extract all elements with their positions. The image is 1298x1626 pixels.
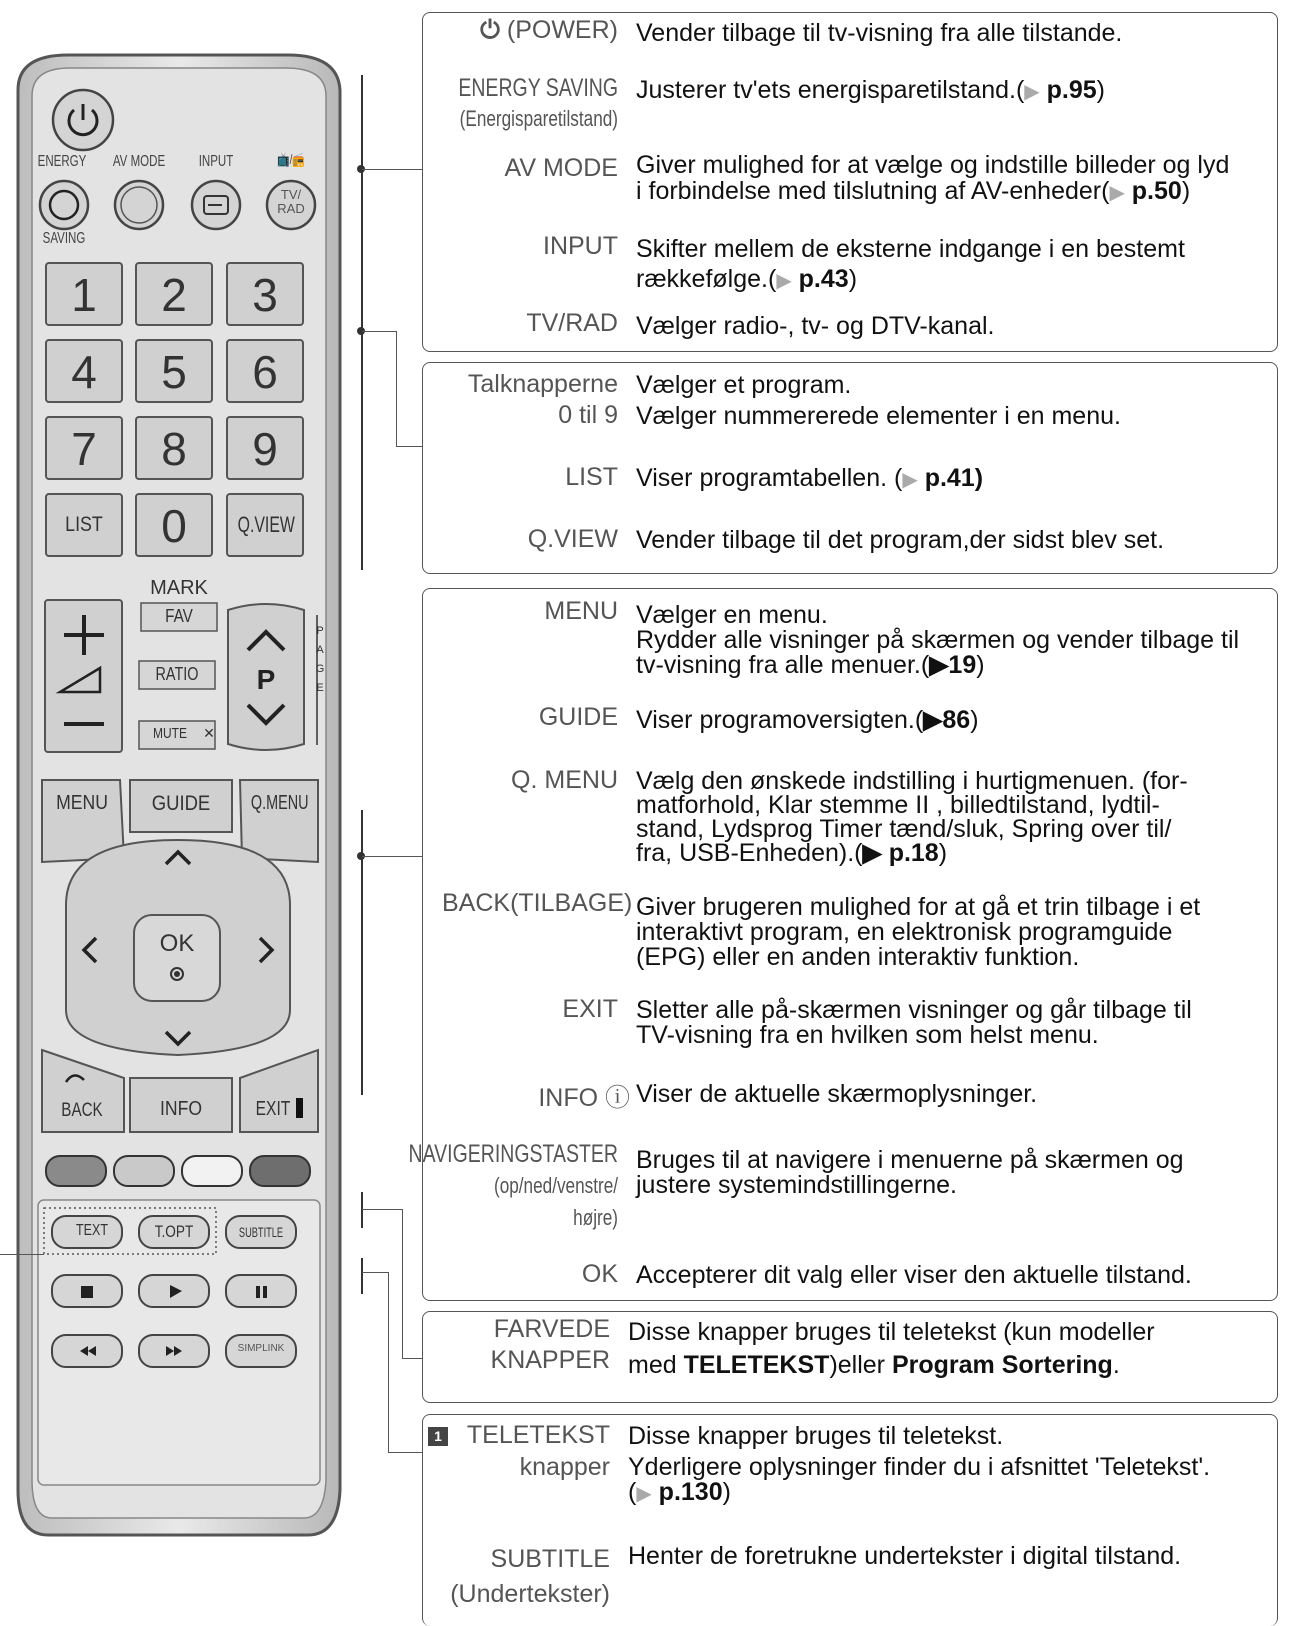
term-ok: OK [581, 1260, 618, 1288]
guide-button[interactable]: GUIDE [151, 792, 211, 815]
mark-label: MARK [150, 577, 208, 599]
desc-tv-rad: Vælger radio-, tv- og DTV-kanal. [636, 312, 995, 340]
desc-0-til-9: Vælger nummererede elementer i en menu. [636, 402, 1121, 430]
digit-1-button[interactable]: 1 [71, 269, 97, 321]
bracket-1 [361, 75, 363, 275]
desc-qmenu-line1: Vælg den ønskede indstilling i hurtigmenuen. (for- [636, 767, 1188, 795]
digit-2-button[interactable]: 2 [161, 269, 187, 321]
energy-saving-button[interactable] [47, 181, 82, 229]
program-rocker[interactable] [239, 605, 294, 751]
desc-list: Viser programtabellen. (▶ p.41) [636, 464, 984, 492]
fast-forward-button[interactable] [149, 1335, 199, 1367]
desc-menu-line1: Vælger en menu. [636, 601, 828, 629]
desc-exit-line1: Sletter alle på-skærmen visninger og går tilbage til [636, 996, 1192, 1024]
saving-label: SAVING [42, 230, 86, 247]
term-exit: EXIT [562, 995, 618, 1023]
play-button[interactable] [149, 1275, 199, 1307]
desc-nav-keys-line2: justere systemindstillingerne. [636, 1171, 957, 1199]
term-teletekst-knapper: knapper [519, 1453, 610, 1481]
desc-exit-line2: TV-visning fra en hvilken som helst menu. [636, 1021, 1099, 1049]
desc-farvede-line2: med TELETEKST)eller Program Sortering. [628, 1351, 1120, 1379]
term-list: LIST [565, 463, 618, 491]
exit-button[interactable]: EXIT [255, 1098, 291, 1120]
subtitle-button[interactable]: SUBTITLE [238, 1224, 284, 1240]
av-mode-button[interactable] [122, 181, 157, 229]
term-menu: MENU [544, 597, 618, 625]
ok-button[interactable]: OK [159, 930, 195, 957]
page-label: PAGE [315, 625, 325, 694]
term-back: BACK(TILBAGE) [442, 889, 633, 917]
desc-energy-saving: Justerer tv'ets energisparetilstand.(▶ p.95) [636, 76, 1105, 104]
term-input: INPUT [543, 232, 618, 260]
term-teletekst: TELETEKST [466, 1421, 610, 1449]
desc-teletekst-line1: Disse knapper bruges til teletekst. [628, 1422, 1004, 1450]
digit-3-button[interactable]: 3 [252, 269, 278, 321]
desc-av-mode-line2: i forbindelse med tilslutning af AV-enheder(▶ p.50) [636, 177, 1191, 205]
desc-menu-line3: tv-visning fra alle menuer.(▶19) [636, 651, 985, 679]
desc-ok: Accepterer dit valg eller viser den aktuelle tilstand. [636, 1261, 1192, 1289]
digit-9-button[interactable]: 9 [252, 423, 278, 475]
term-qmenu: Q. MENU [511, 766, 618, 794]
desc-guide: Viser programoversigten.(▶86) [636, 706, 979, 734]
blue-button[interactable] [258, 1156, 301, 1186]
term-talknapperne: Talknapperne [467, 370, 618, 398]
number-badge: 1 [428, 1427, 448, 1446]
stop-button[interactable] [62, 1275, 112, 1307]
connector-2a [362, 331, 396, 332]
power-icon: ⏻ [480, 16, 500, 44]
term-nav-keys-sub2: højre) [573, 1205, 618, 1230]
connector-5b [388, 1272, 389, 1452]
red-button[interactable] [54, 1156, 97, 1186]
term-power: ⏻ (POWER) [480, 16, 618, 44]
connector-4a [362, 1209, 402, 1210]
connector-1 [362, 169, 422, 170]
program-p-label: P [256, 664, 276, 695]
text-button[interactable]: TEXT [76, 1222, 108, 1239]
desc-subtitle: Henter de foretrukne undertekster i digital tilstand. [628, 1542, 1182, 1570]
qview-button[interactable]: Q.VIEW [237, 512, 295, 537]
qmenu-button[interactable]: Q.MENU [250, 792, 309, 814]
simplink-button[interactable]: SIMPLINK [237, 1343, 285, 1354]
desc-nav-keys-line1: Bruges til at navigere i menuerne på skærmen og [636, 1146, 1184, 1174]
topt-button[interactable]: T.OPT [154, 1222, 194, 1241]
desc-teletekst-line2: Yderligere oplysninger finder du i afsnittet 'Teletekst'. [628, 1453, 1211, 1481]
remote-control [8, 50, 348, 1540]
bracket-5 [361, 1258, 363, 1294]
connector-4b [402, 1209, 403, 1358]
term-qview: Q.VIEW [527, 525, 618, 553]
tv-rad-button[interactable]: TV/ RAD [277, 187, 305, 216]
digit-8-button[interactable]: 8 [161, 423, 187, 475]
desc-input-line1: Skifter mellem de eksterne indgange i en bestemt [636, 235, 1185, 263]
term-av-mode: AV MODE [504, 154, 618, 182]
desc-qmenu-line2: matforhold, Klar stemme II , billedtilstand, lydtil- [636, 791, 1160, 819]
term-tv-rad: TV/RAD [526, 309, 618, 337]
desc-av-mode-line1: Giver mulighed for at vælge og indstille billeder og lyd [636, 151, 1230, 179]
ratio-button[interactable]: RATIO [155, 664, 199, 684]
term-energy-saving: ENERGY SAVING [458, 74, 618, 102]
desc-info: Viser de aktuelle skærmoplysninger. [636, 1080, 1038, 1108]
mute-button[interactable]: MUTE [153, 725, 187, 742]
desc-talknapperne: Vælger et program. [636, 371, 852, 399]
info-icon: ⓘ [604, 1084, 630, 1112]
connector-5a [362, 1272, 388, 1273]
energy-label: ENERGY [37, 153, 87, 170]
input-label: INPUT [198, 153, 234, 170]
digit-0-button[interactable]: 0 [161, 500, 187, 552]
term-knapper: KNAPPER [490, 1346, 610, 1374]
connector-5c [388, 1452, 422, 1453]
desc-farvede-line1: Disse knapper bruges til teletekst (kun modeller [628, 1318, 1155, 1346]
desc-back-line3: (EPG) eller en anden interaktiv funktion. [636, 943, 1080, 971]
term-subtitle: SUBTITLE [490, 1545, 610, 1573]
info-button[interactable]: INFO [159, 1098, 203, 1120]
desc-power: Vender tilbage til tv-visning fra alle tilstande. [636, 19, 1123, 47]
connector-2b [396, 331, 397, 446]
pause-button[interactable] [236, 1275, 286, 1307]
term-nav-keys-sub1: (op/ned/venstre/ [493, 1173, 618, 1198]
desc-qmenu-line3: stand, Lydsprog Timer tænd/sluk, Spring over til/ [636, 815, 1172, 843]
term-info: INFO ⓘ [538, 1084, 630, 1112]
digit-7-button[interactable]: 7 [71, 423, 97, 475]
mute-icon: ✕ [203, 725, 215, 741]
volume-rocker[interactable] [56, 600, 111, 752]
desc-input-line2: rækkefølge.(▶ p.43) [636, 265, 858, 293]
desc-qmenu-line4: fra, USB-Enheden).(▶ p.18) [636, 839, 948, 867]
menu-button[interactable]: MENU [56, 792, 108, 814]
list-button[interactable]: LIST [65, 513, 103, 536]
term-0-til-9: 0 til 9 [558, 401, 618, 429]
teletext-pointer [0, 1254, 44, 1255]
digit-4-button[interactable]: 4 [71, 346, 97, 398]
term-guide: GUIDE [538, 703, 618, 731]
desc-back-line2: interaktivt program, en elektronisk programguide [636, 918, 1173, 946]
tv-rad-top-label: 📺/📻 [277, 151, 305, 167]
bracket-2 [361, 272, 363, 570]
desc-menu-line2: Rydder alle visninger på skærmen og vender tilbage til [636, 626, 1240, 654]
yellow-button[interactable] [190, 1156, 233, 1186]
connector-2c [396, 446, 422, 447]
desc-back-line1: Giver brugeren mulighed for at gå et trin tilbage i et [636, 893, 1201, 921]
av-mode-label: AV MODE [112, 153, 166, 170]
input-button[interactable] [199, 181, 234, 229]
connector-4c [402, 1358, 422, 1359]
bracket-4 [361, 1192, 363, 1228]
term-subtitle-sub: (Undertekster) [450, 1580, 610, 1608]
rewind-button[interactable] [62, 1335, 112, 1367]
term-farvede: FARVEDE [493, 1315, 610, 1343]
green-button[interactable] [122, 1156, 165, 1186]
back-button[interactable]: BACK [61, 1100, 103, 1121]
desc-qview: Vender tilbage til det program,der sidst blev set. [636, 526, 1165, 554]
fav-button[interactable]: FAV [165, 606, 193, 626]
desc-teletekst-line3: (▶ p.130) [628, 1478, 731, 1506]
term-energy-saving-sub: (Energisparetilstand) [459, 106, 618, 131]
digit-6-button[interactable]: 6 [252, 346, 278, 398]
power-button[interactable] [61, 90, 104, 150]
digit-5-button[interactable]: 5 [161, 346, 187, 398]
term-nav-keys: NAVIGERINGSTASTER [408, 1140, 618, 1168]
connector-3 [362, 856, 422, 857]
